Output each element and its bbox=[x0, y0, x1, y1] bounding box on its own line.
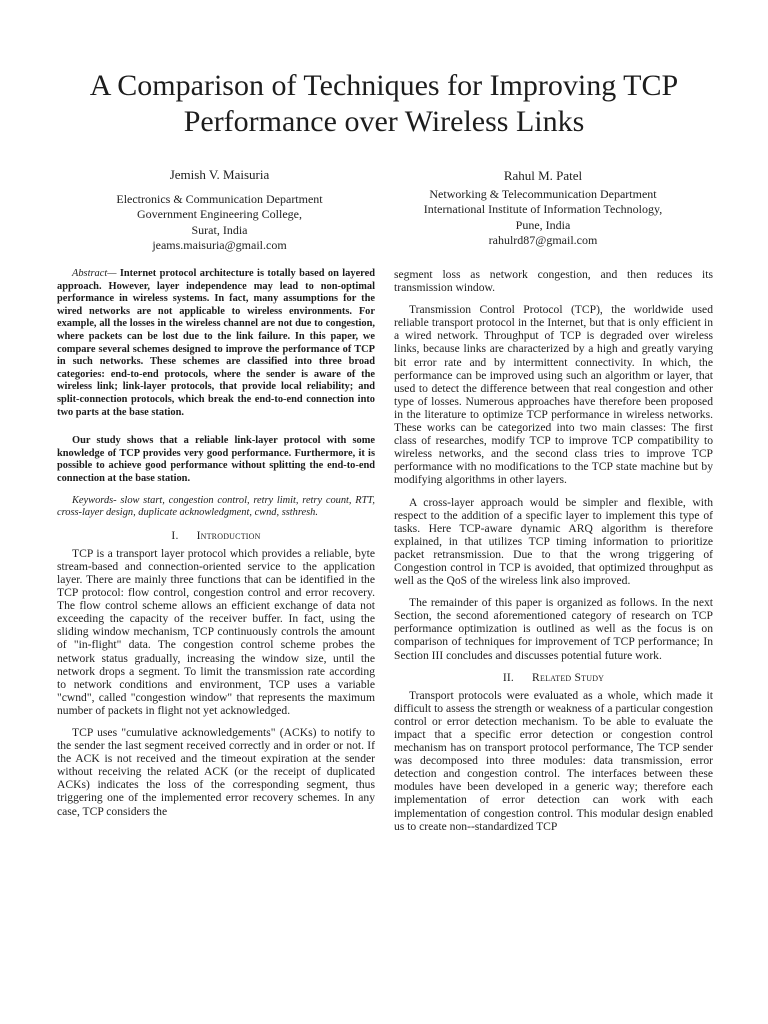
abstract-text: Internet protocol architecture is totally based on layered approach. However, layer independence may lead to non-optimal performance in wireless systems. In fact, many assumptions for the wired networks are not applicable to wireless environments. For example, all the losses in the wireless channel are not due to congestion, where packets can be lost due to the link failure. In this paper, we compare several schemes designed to improve the performance of TCP in such networks. These schemes are classified into three broad categories: end-to-end protocols, where the sender is aware of the wireless link; link-layer protocols, that provide local reliability; and split-connection protocols, which break the end-to-end connection into two parts at the base station. bbox=[57, 268, 375, 418]
section-title: Related Study bbox=[532, 670, 605, 684]
right-column bbox=[394, 268, 713, 842]
author-affiliation-department: Electronics & Communication Department bbox=[116, 191, 323, 206]
section-number: II. bbox=[502, 670, 515, 684]
left-column bbox=[57, 268, 375, 827]
paragraph: TCP uses "cumulative acknowledgements" (ACKs) to notify to the sender the last segment received correctly and in order or not. If the ACK is not received and the timeout expiration at the sender without receiving the related ACK (or the receipt of duplicated ACKs) indicates the loss of the corresponding segment, thus triggering one of the implemented error recovery schemes. In any case, TCP considers the bbox=[57, 726, 375, 818]
keywords: Keywords- slow start, congestion control, retry limit, retry count, RTT, cross-layer design, duplicate acknowledgment, cwnd, ssthresh. bbox=[57, 494, 375, 519]
paragraph: A cross-layer approach would be simpler and flexible, with respect to the addition of a specific layer to implement this type of tasks. Here TCP-aware dynamic ARQ algorithm is therefore explained, in that utilizes TCP timing information to prioritize packet retransmission. Due to that the wrong triggering of Congestion control in TCP is avoided, that optimized throughput as well as the QoS of the wireless link also improved. bbox=[394, 495, 713, 588]
author-name: Jemish V. Maisuria bbox=[169, 167, 270, 182]
section-heading-related-study bbox=[394, 671, 713, 684]
section-heading-introduction bbox=[57, 529, 375, 542]
author-email: rahulrd87@gmail.com bbox=[488, 233, 598, 247]
paragraph: TCP is a transport layer protocol which provides a reliable, byte stream-based and connection-oriented service to the application layer. There are mainly three functions that can be identified in the TCP protocol: flow control, congestion control and error recovery. The flow control scheme allows an efficient exchange of data not exceeding the capacity of the receiver buffer. In fact, using the sliding window mechanism, TCP continuously controls the amount of "in-flight" data. The congestion control scheme probes the network status gradually, increasing the window size, until the network drops a segment. To limit the transmission rate according to network conditions and environment, TCP uses a variable "cwnd", called "congestion window" that represents the maximum number of packets in flight not yet acknowledged. bbox=[57, 546, 375, 717]
paragraph: The remainder of this paper is organized as follows. In the next Section, the second aforementioned category of research on TCP performance optimization is outlined as well as the focus is on comparison of techniques for improvement of TCP performance; In Section III concludes and discusses potential future work. bbox=[394, 596, 713, 662]
author-affiliation-department: Networking & Telecommunication Department bbox=[429, 186, 657, 201]
abstract-lead: Abstract— bbox=[72, 268, 117, 279]
author-affiliation-location: Pune, India bbox=[515, 217, 571, 232]
author-block-2 bbox=[388, 168, 698, 249]
author-affiliation-location: Surat, India bbox=[191, 222, 248, 237]
author-email: jeams.maisuria@gmail.com bbox=[152, 238, 287, 252]
paper-title bbox=[40, 68, 728, 140]
section-title: Introduction bbox=[196, 528, 261, 542]
paragraph: Transmission Control Protocol (TCP), the worldwide used reliable transport protocol in the Internet, but that is only efficient in a wired network. Throughput of TCP is degraded over wireless links, because links are characterized by a high and greatly varying bit error rate and by intermittent connectivity. In which, the performance can be improved using such an algorithm or layer, that used to detect the difference between that real congestion and other type of losses. Numerous approaches have therefore been proposed in the literature to optimize TCP performance in wireless networks. These works can be categorized into two main classes: The first class of researches, modify TCP to improve TCP compatibility to wireless networks, and the second class tries to improve TCP performance with no modifications to the TCP state machine but by modifying algorithms in other layers. bbox=[394, 303, 713, 487]
section-number: I. bbox=[171, 528, 179, 542]
abstract bbox=[57, 268, 375, 419]
author-block-1 bbox=[62, 167, 377, 254]
abstract-conclusion: Our study shows that a reliable link-layer protocol with some knowledge of TCP provides very good performance. Furthermore, it is possible to achieve good performance without splitting the end-to-end connection at the base station. bbox=[57, 435, 375, 484]
paragraph: Transport protocols were evaluated as a whole, which made it difficult to assess the strength or weakness of a particular congestion control or error detection mechanism. To be able to evaluate the impact that a specific error detection or congestion control mechanism has on transport protocol performance, The TCP sender was decomposed into three modules: data transmission, error detection and congestion control. The interfaces between these modules have been developed in a generic way; therefore each implementation of error detection can work with each implementation of congestion control. This modular design enabled us to create non--standardized TCP bbox=[394, 688, 713, 833]
author-affiliation-institution: International Institute of Information Technology, bbox=[423, 202, 663, 216]
title-line-2: Performance over Wireless Links bbox=[183, 105, 585, 138]
author-name: Rahul M. Patel bbox=[503, 168, 583, 183]
title-line-1: A Comparison of Techniques for Improving TCP bbox=[89, 69, 679, 102]
paragraph-continued: segment loss as network congestion, and then reduces its transmission window. bbox=[394, 268, 713, 295]
author-affiliation-institution: Government Engineering College, bbox=[137, 207, 302, 221]
